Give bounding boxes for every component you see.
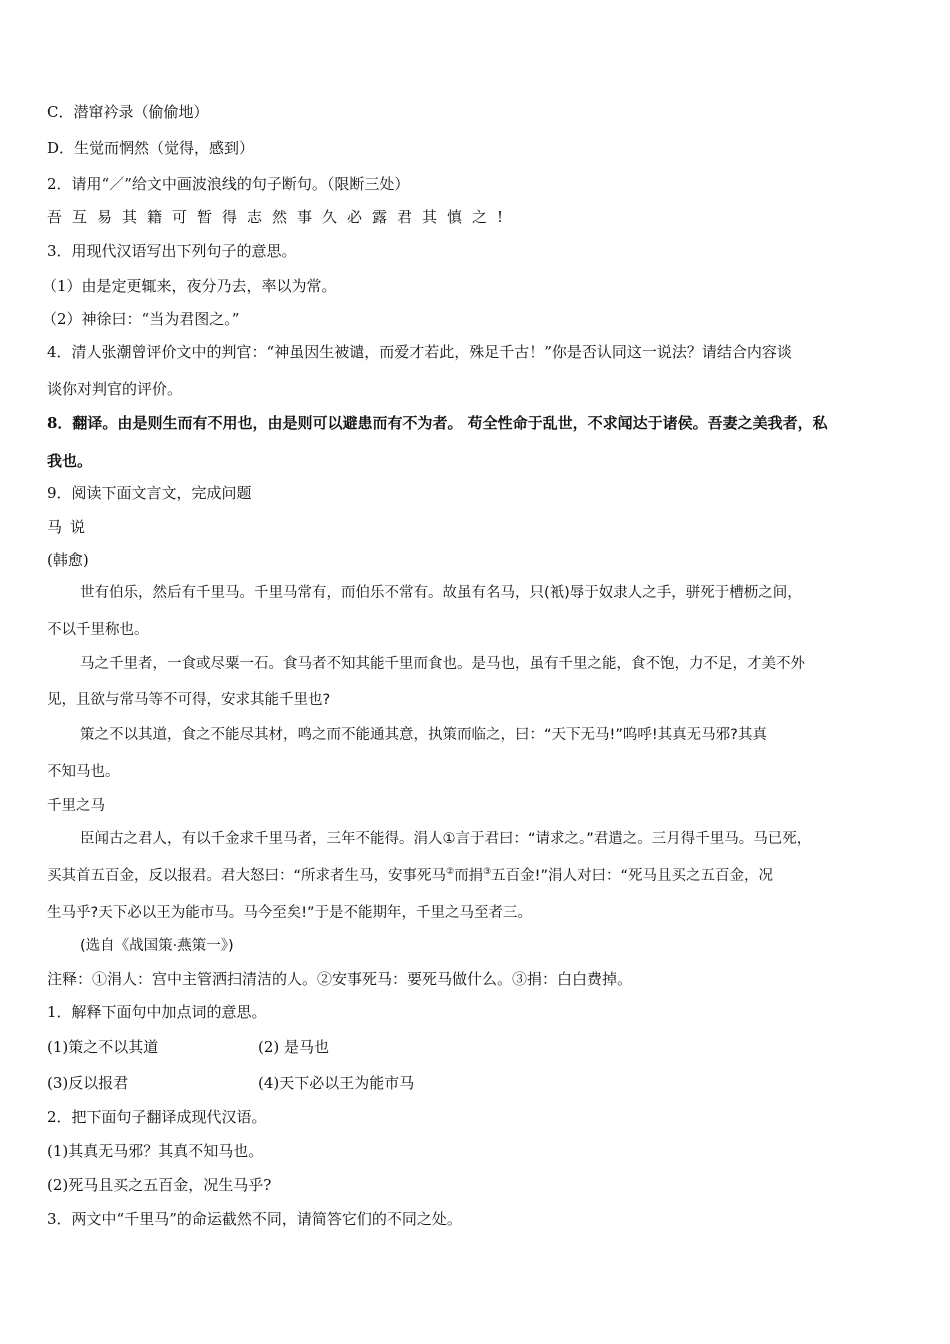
sub-question-1: 1．解释下面句中加点词的意思。 bbox=[47, 1003, 267, 1021]
sub-question-1-item-3: (3)反以报君 bbox=[47, 1074, 129, 1092]
passage-2-title: 千里之马 bbox=[47, 798, 105, 814]
passage-2-source: (选自《战国策·燕策一》) bbox=[80, 938, 234, 954]
sub-question-3: 3．两文中“千里马”的命运截然不同，请简答它们的不同之处。 bbox=[47, 1210, 462, 1228]
passage-1-p1-line-1: 世有伯乐，然后有千里马。千里马常有，而伯乐不常有。故虽有名马，只(衹)辱于奴隶人之手，骈死于槽枥之间， bbox=[80, 585, 802, 601]
option-d: D．生觉而惘然（觉得，感到） bbox=[47, 139, 255, 157]
footnote-2-marker: ② bbox=[446, 867, 455, 878]
passage-1-p3-line-1: 策之不以其道，食之不能尽其材，鸣之而不能通其意，执策而临之，曰：“天下无马!”呜呼!其真无马邪?其真 bbox=[80, 727, 767, 743]
passage-2-line-1: 臣闻古之君人，有以千金求千里马者，三年不能得。涓人①言于君曰：“请求之。”君遣之。三月得千里马。马已死， bbox=[80, 831, 812, 847]
sub-question-2-item-1: (1)其真无马邪？其真不知马也。 bbox=[47, 1142, 264, 1160]
question-8-line-2: 我也。 bbox=[47, 452, 93, 470]
question-3: 3．用现代汉语写出下列句子的意思。 bbox=[47, 242, 297, 260]
passage-1-p2-line-1: 马之千里者，一食或尽粟一石。食马者不知其能千里而食也。是马也，虽有千里之能，食不饱，力不足，才美不外 bbox=[80, 656, 805, 672]
sub-question-2: 2．把下面句子翻译成现代汉语。 bbox=[47, 1108, 267, 1126]
passage-1-author: (韩愈) bbox=[47, 551, 89, 569]
question-3-item-2: （2）神徐曰：“当为君图之。” bbox=[42, 310, 240, 328]
question-8-line-1: 8．翻译。由是则生而有不用也，由是则可以避患而有不为者。 苟全性命于乱世，不求闻达于诸侯。吾妻之美我者，私 bbox=[47, 414, 828, 432]
question-4-line-2: 谈你对判官的评价。 bbox=[47, 380, 183, 398]
footnote-3-marker: ③ bbox=[483, 867, 492, 878]
passage-1-title: 马说 bbox=[47, 518, 94, 536]
question-2: 2．请用“／”给文中画波浪线的句子断句。（限断三处） bbox=[47, 175, 410, 193]
passage-1-p2-line-2: 见，且欲与常马等不可得，安求其能千里也? bbox=[47, 692, 331, 708]
question-2-text: 吾互易其籍可暂得志然事久必露君其慎之! bbox=[47, 208, 514, 226]
passage-1-p3-line-2: 不知马也。 bbox=[47, 764, 120, 780]
annotations: 注释：①涓人：宫中主管洒扫清洁的人。②安事死马：要死马做什么。③捐：白白费掉。 bbox=[47, 970, 633, 988]
question-3-item-1: （1）由是定更辄来，夜分乃去，率以为常。 bbox=[42, 277, 337, 295]
option-c: C．潜窜衿录（偷偷地） bbox=[47, 103, 209, 121]
sub-question-2-item-2: (2)死马且买之五百金，况生马乎? bbox=[47, 1176, 272, 1194]
passage-2-line-2: 买其首五百金，反以报君。君大怒曰：“所求者生马，安事死马②而捐③五百金!”涓人对曰：“死马且买之五百金，况 bbox=[47, 867, 774, 884]
sub-question-1-item-4: (4)天下必以王为能市马 bbox=[258, 1074, 415, 1092]
question-9-heading: 9．阅读下面文言文，完成问题 bbox=[47, 484, 252, 502]
sub-question-1-item-1: (1)策之不以其道 bbox=[47, 1038, 159, 1056]
passage-1-p1-line-2: 不以千里称也。 bbox=[47, 622, 149, 638]
question-4-line-1: 4．清人张潮曾评价文中的判官：“神虽因生被谴，而爱才若此，殊足千古！”你是否认同这一说法？请结合内容谈 bbox=[47, 343, 792, 361]
sub-question-1-item-2: (2) 是马也 bbox=[258, 1038, 330, 1056]
passage-2-line-3: 生马乎?天下必以王为能市马。马今至矣!”于是不能期年，千里之马至者三。 bbox=[47, 905, 533, 921]
